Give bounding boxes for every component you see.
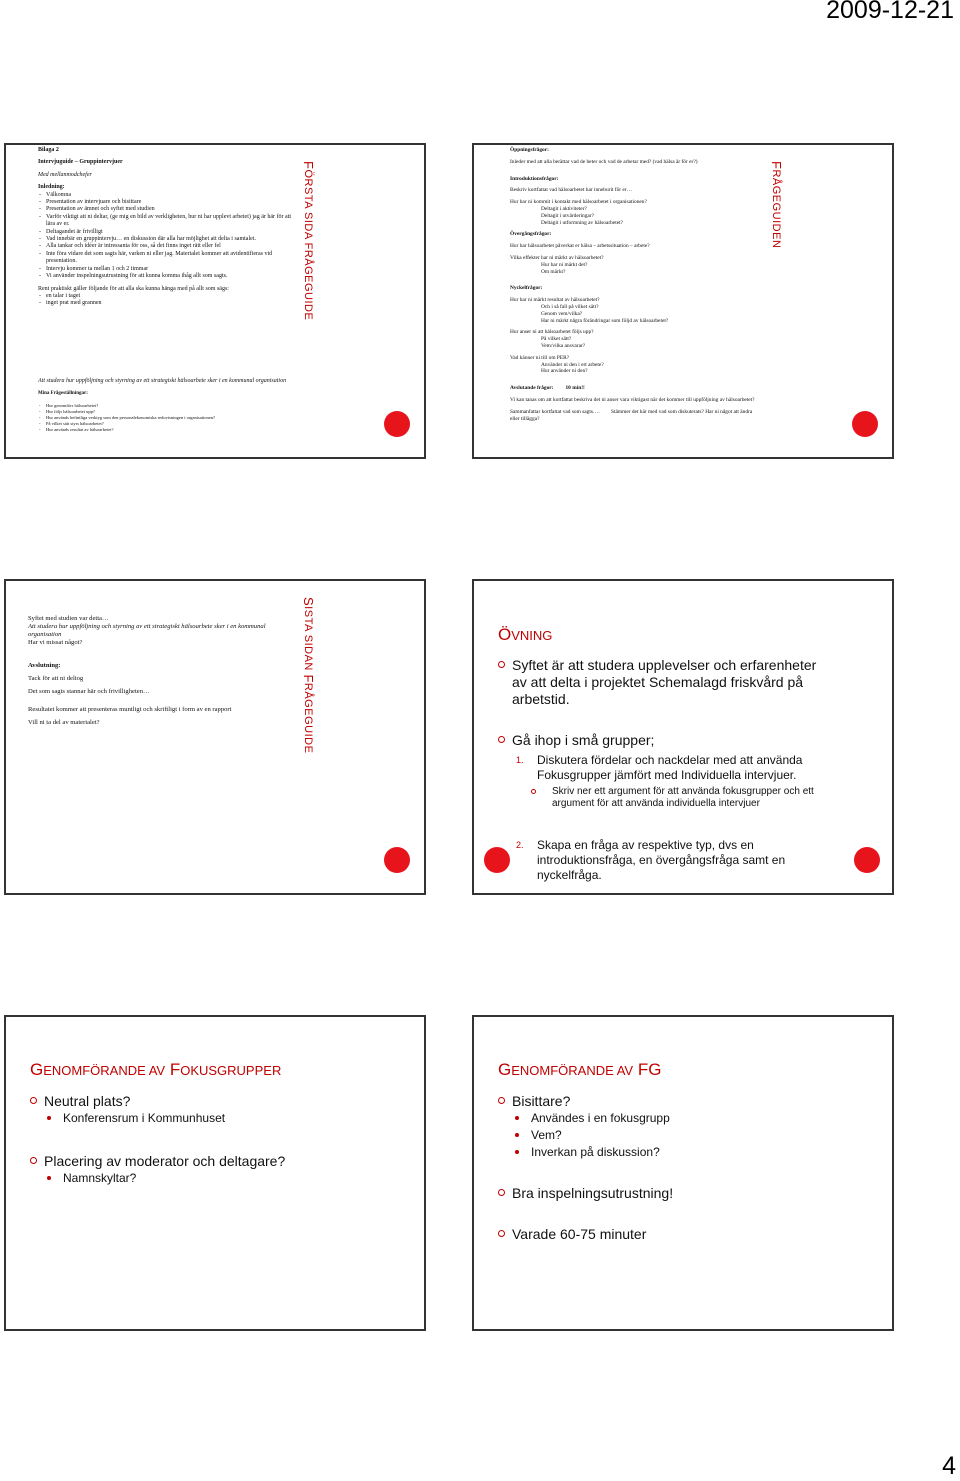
doc-line: Sammanfattar kortfattat vad som sagts…. bbox=[510, 408, 600, 415]
doc-line: - Alla tankar och idéer är intressanta för oss, så det finns inget rätt eller fel bbox=[38, 243, 293, 250]
sub-bullet-item: Namnskyltar? bbox=[46, 1170, 400, 1187]
doc-line: - På vilket sätt styrs hälsoarbetet? bbox=[38, 421, 293, 427]
sub-bullet-item: Vem? bbox=[514, 1127, 868, 1144]
document-thumbnail bbox=[28, 615, 273, 727]
bullet-item: Bisittare? bbox=[498, 1093, 868, 1110]
doc-line: Hur använder ni den? bbox=[541, 368, 588, 375]
doc-line: Bilaga 2 bbox=[38, 147, 59, 153]
doc-line: Vilka effekter har ni märkt av hälsoarbetet? bbox=[510, 254, 604, 261]
doc-line: Hur anser ni att hälsoarbetet följs upp? bbox=[510, 329, 594, 336]
doc-line: - Vi använder inspelningsutrustning för att kunna komma ihåg allt som sagts. bbox=[38, 273, 293, 280]
red-dot-icon bbox=[854, 847, 880, 873]
slide-side-title: SISTA SIDAN FRÅGEGUIDE bbox=[301, 597, 316, 754]
doc-line: - Varför viktigt att ni deltar, (ge mig en bild av verkligheten, hur ni har upplevt arbetet) jag är här för att lära av er. bbox=[38, 214, 293, 229]
doc-line: Deltagit i utformning av hälsoarbetet? bbox=[541, 219, 624, 226]
doc-line: Intervjuguide – Gruppintervjuer bbox=[38, 159, 123, 166]
bullet-item: Bra inspelningsutrustning! bbox=[498, 1185, 868, 1202]
doc-line: Hur har ni märkt det? bbox=[541, 261, 588, 268]
doc-line: Inledning: bbox=[38, 184, 65, 191]
slide-title: GENOMFÖRANDE AV FG bbox=[498, 1060, 662, 1079]
doc-line: Övergångsfrågor: bbox=[510, 231, 552, 238]
doc-line: Att studera hur uppföljning och styrning av ett strategiskt hälsoarbete sker i en kommunal organisation bbox=[28, 623, 266, 638]
doc-line: Avslutning: bbox=[28, 662, 61, 669]
doc-line: Vad känner ni till om PER? bbox=[510, 354, 570, 361]
doc-line: Deltagit i aktiviteter? bbox=[541, 205, 587, 212]
red-dot-icon bbox=[484, 847, 510, 873]
page-number: 4 bbox=[942, 1452, 956, 1480]
doc-line: Stämmer det här med vad som diskuterats? Har ni något att ändra eller tillägga? bbox=[510, 408, 753, 422]
slide-forsta-sida-frageguide bbox=[4, 143, 426, 459]
doc-line: Introduktionsfrågor: bbox=[510, 175, 559, 182]
slide-genomforande-av-fg bbox=[472, 1015, 894, 1331]
doc-line: - Presentation av ämnet och syftet med studien bbox=[38, 206, 293, 213]
doc-line: 10 min!! bbox=[565, 385, 585, 392]
doc-line: Att studera hur uppföljning och styrning av ett strategiskt hälsoarbete sker i en kommunal organisation bbox=[38, 377, 287, 384]
document-thumbnail bbox=[38, 147, 293, 433]
doc-line: - Vad innebär en gruppintervju… en diskussion där alla har möjlighet att delta i samtalet. bbox=[38, 236, 293, 243]
doc-line: Hur har ni kommit i kontakt med hälsoarbetet i organisationen? bbox=[510, 199, 647, 206]
doc-line: Deltagit i utvärderingar? bbox=[541, 212, 594, 219]
doc-line: Hur har ni märkt resultat av hälsoarbetet? bbox=[510, 297, 600, 304]
bullet-item: Gå ihop i små grupper; bbox=[498, 732, 833, 749]
doc-line: Vi kan tanas om att kortfattat beskriva det ni anser vara viktigast när det kommer till uppföljning av hälsoarbetet? bbox=[510, 396, 755, 403]
doc-line: Syftet med studien var detta… bbox=[28, 615, 109, 622]
red-dot-icon bbox=[852, 411, 878, 437]
doc-line: - Inte föra vidare det som sagts här, varken ni eller jag. Materialet kommer att avidentifieras vid presentation. bbox=[38, 251, 293, 266]
doc-line: Mina Frågeställningar: bbox=[38, 391, 88, 397]
doc-line: - en talar i taget bbox=[38, 293, 293, 300]
doc-line: På vilket sätt? bbox=[541, 336, 572, 343]
doc-line: Resultatet kommer att presenteras muntligt och skriftligt i form av en rapport bbox=[28, 706, 232, 713]
slide-side-title: FRÅGEGUIDEN bbox=[769, 161, 784, 249]
doc-line: Har ni märkt några förändringar som följd av hälsoarbetet? bbox=[541, 317, 669, 324]
doc-line: Hur har hälsoarbetet påverkat er hälsa – arbetssituation – arbete? bbox=[510, 243, 650, 250]
doc-line: Om märkt? bbox=[541, 268, 566, 275]
doc-line: Tack för att ni deltog bbox=[28, 675, 84, 682]
slide-bullets bbox=[498, 1093, 868, 1243]
doc-line: Beskriv kortfattat vad hälsoarbetet har inneburit för er… bbox=[510, 187, 632, 194]
red-dot-icon bbox=[384, 411, 410, 437]
sub-bullet-item: Konferensrum i Kommunhuset bbox=[46, 1110, 400, 1127]
print-date: 2009-12-21 bbox=[826, 0, 954, 24]
doc-line: Har vi missat något? bbox=[28, 639, 83, 646]
doc-line: Vem/vilka ansvarar? bbox=[541, 342, 586, 349]
slide-bullets bbox=[30, 1093, 400, 1187]
doc-line: - inget prat med grannen bbox=[38, 300, 293, 307]
doc-line: Nyckelfrågor: bbox=[510, 285, 543, 292]
doc-line: - Hur används befintliga verktyg som den personalekonomiska redovisningen i organisationen? bbox=[38, 415, 293, 421]
bullet-item: Placering av moderator och deltagare? bbox=[30, 1153, 400, 1170]
doc-line: Med mellanmodchefer bbox=[38, 171, 92, 178]
doc-line: - Intervju kommer ta mellan 1 och 2 timmar bbox=[38, 266, 293, 273]
numbered-item: 1. Diskutera fördelar och nackdelar med att använda Fokusgrupper jämfört med Individuella intervjuer. bbox=[516, 753, 803, 782]
bullet-item: Neutral plats? bbox=[30, 1093, 400, 1110]
doc-line: Använder ni den i ert arbete? bbox=[541, 361, 604, 368]
slide-title: ÖVNING bbox=[498, 625, 553, 644]
doc-line: Det som sagts stannar här och frivilligheten… bbox=[28, 688, 150, 695]
slide-sista-sidan-frageguide bbox=[4, 579, 426, 895]
doc-line: Och i så fall på vilket sätt? bbox=[541, 303, 599, 310]
slide-genomforande-av-fokusgrupper bbox=[4, 1015, 426, 1331]
slide-side-title: FÖRSTA SIDA FRÅGEGUIDE bbox=[301, 161, 316, 321]
slide-ovning bbox=[472, 579, 894, 895]
doc-line: Rent praktiskt gäller följande för att alla ska kunna hänga med på allt som sägs: bbox=[38, 285, 229, 292]
doc-line: Öppningsfrågor: bbox=[510, 147, 549, 153]
doc-line: - Hur följs hälsoarbetet upp? bbox=[38, 409, 293, 415]
doc-line: - Deltagandet är frivilligt bbox=[38, 229, 293, 236]
slide-frageguiden bbox=[472, 143, 894, 459]
doc-line: - Hur används resultat av hälsoarbetet? bbox=[38, 427, 293, 433]
doc-line: Vill ni ta del av materialet? bbox=[28, 719, 100, 726]
sub-bullet-item: Skriv ner ett argument för att använda fokusgrupper och ett argument för att använda individuella intervjuer bbox=[530, 786, 833, 810]
doc-line: Inleder med att alla berättar vad de heter och vad de arbetar med? (vad hälsa är för er?) bbox=[510, 158, 698, 165]
doc-line: - Välkomna bbox=[38, 192, 293, 199]
doc-line: - Presentation av intervjuare och bisittare bbox=[38, 199, 293, 206]
sub-bullet-item: Inverkan på diskussion? bbox=[514, 1144, 868, 1161]
sub-bullet-item: Användes i en fokusgrupp bbox=[514, 1110, 868, 1127]
slide-title: GENOMFÖRANDE AV FOKUSGRUPPER bbox=[30, 1060, 282, 1079]
doc-line: Avslutande frågor: bbox=[510, 385, 554, 392]
bullet-item: Syftet är att studera upplevelser och erfarenheter av att delta i projektet Schemalagd friskvård på arbetstid. bbox=[498, 657, 833, 708]
doc-line: Genom vem/vilka? bbox=[541, 310, 583, 317]
bullet-item: Varade 60-75 minuter bbox=[498, 1226, 868, 1243]
red-dot-icon bbox=[384, 847, 410, 873]
document-thumbnail bbox=[510, 147, 758, 422]
numbered-item: 2. Skapa en fråga av respektive typ, dvs en introduktionsfråga, en övergångsfråga samt en nyckelfråga. bbox=[516, 838, 786, 882]
slide-bullets bbox=[498, 657, 833, 883]
doc-line: - Hur genomförs hälsoarbetet? bbox=[38, 403, 293, 409]
